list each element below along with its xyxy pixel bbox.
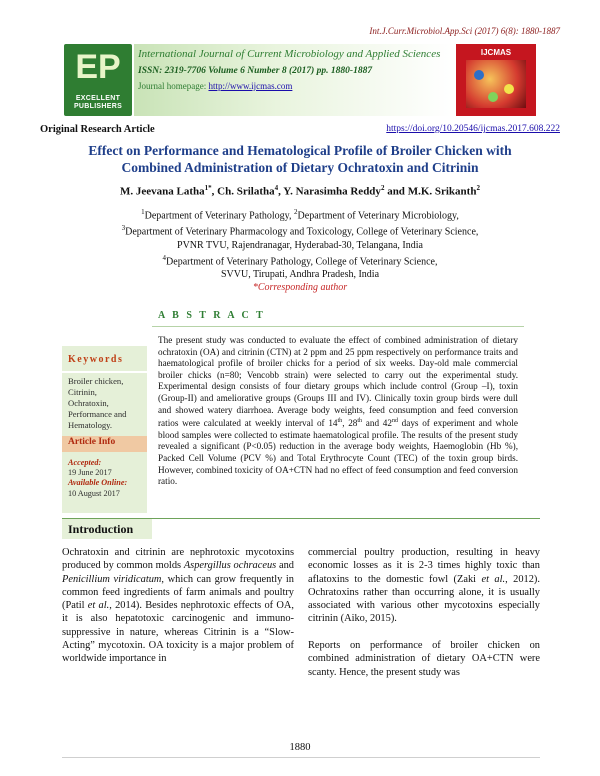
author-name: Y. Narasimha Reddy — [283, 185, 381, 198]
author-sup: 1* — [204, 184, 212, 192]
species-name: Penicillium viridicatum — [62, 573, 162, 585]
aff-text: Department of Veterinary Pharmacology and Toxicology, College of Veterinary Science, — [125, 226, 479, 238]
introduction-heading: Introduction — [68, 522, 134, 536]
journal-homepage — [138, 81, 292, 91]
et-al: et al. — [87, 600, 110, 612]
affiliation-line: PVNR TVU, Rajendranagar, Hyderabad-30, Telangana, India — [177, 239, 423, 251]
keyword-item: Performance and — [68, 409, 127, 419]
abstract-text — [158, 335, 518, 488]
abstract-sup: th — [357, 418, 363, 425]
accepted-date: 19 June 2017 — [68, 468, 112, 478]
abstract-sup: th — [337, 418, 343, 425]
keyword-item: Hematology. — [68, 420, 113, 430]
body-run: , which can grow frequently in common feed ingredients of farm animals and poultry (Patil — [62, 573, 294, 612]
aff-text: Department of Veterinary Pathology, — [144, 210, 295, 222]
affiliation-line: SVVU, Tirupati, Andhra Pradesh, India — [220, 268, 380, 280]
publisher-logo — [64, 44, 132, 116]
article-type: Original Research Article — [40, 124, 155, 135]
running-citation: Int.J.Curr.Microbiol.App.Sci (2017) 6(8): 1880-1887 — [369, 26, 560, 36]
journal-title: International Journal of Current Microbiology and Applied Sciences — [138, 48, 441, 60]
journal-cover — [456, 44, 536, 116]
body-run: and — [276, 560, 294, 572]
abstract-sup: nd — [391, 418, 398, 425]
abstract-divider — [152, 326, 524, 327]
aff-text: Department of Veterinary Pathology, College of Veterinary Science, — [166, 255, 438, 267]
body-paragraph — [62, 546, 294, 666]
author-sup: 4 — [274, 184, 279, 192]
body-paragraph — [308, 546, 540, 626]
author-name: M.K. Srikanth — [407, 185, 477, 198]
footer-rule — [62, 757, 540, 758]
et-al: et al. — [481, 573, 506, 585]
aff-sup: 4 — [162, 253, 167, 262]
author-list: M. Jeevana Latha$^{1*}$, Ch. Srilatha$^4$, Y. Narasimha Reddy$^2$ and M.K. Srikanth$^2$ — [120, 184, 480, 198]
abstract-run: The present study was conducted to evaluate the effect of combined administration of dietary ochratoxin (OA) and citrinin (CTN) at 2 ppm and 25 ppm respectively on performance traits and haematological profile of broiler chicks for a period of six weeks. Day-old male commercial broiler chicks (n=80; Vencobb strain) were selected to carry out the experimental study. Experimental design consists of four dietary groups which include control (Group –I), toxin (Group-II) and ameliorative groups (Groups III and IV). Clinically toxin group birds were dull and showed watery diarrhoea. Average body weights, feed consumption and feed conversion ratios were calculated at weekly interval of 14 — [158, 335, 518, 429]
abstract-run: and 42 — [362, 418, 392, 429]
cover-dot — [488, 92, 498, 102]
cover-title: IJCMAS — [480, 48, 512, 57]
page-number: 1880 — [289, 742, 311, 753]
accepted-label: Accepted: — [68, 458, 102, 467]
affiliations — [40, 206, 560, 294]
issn-volume: ISSN: 2319-7706 Volume 6 Number 8 (2017) pp. 1880-1887 — [138, 66, 373, 76]
abstract-run: , 28 — [342, 418, 358, 429]
keyword-item: Ochratoxin, — [68, 398, 109, 408]
body-column-right — [308, 546, 540, 692]
title-line: Combined Administration of Dietary Ochratoxin and Citrinin — [121, 160, 479, 175]
aff-sup: 2 — [294, 208, 298, 216]
homepage-label: Journal homepage: — [138, 81, 209, 91]
publisher-name: EXCELLENT PUBLISHERS — [73, 95, 123, 110]
keyword-item: Broiler chicken, — [68, 376, 124, 386]
author-sup: 2 — [380, 184, 385, 192]
body-run: commercial poultry production, resulting in heavy economic losses as it is 2-3 times highly toxic than aflatoxins to the domestic fowl (Zaki — [308, 547, 540, 585]
affiliation-line — [40, 222, 560, 238]
abstract-heading: A B S T R A C T — [158, 310, 266, 321]
title-line: Effect on Performance and Hematological Profile of Broiler Chicken with — [88, 143, 512, 158]
aff-sup: 1 — [141, 208, 145, 216]
body-run: , 2012). Ochratoxins rather than occurring alone, it is usually associated with various other mycotoxins especially citrinin (Aiko, 2015). — [308, 573, 540, 625]
keywords-heading: Keywords — [62, 346, 147, 373]
homepage-link[interactable]: http://www.ijcmas.com — [208, 81, 293, 91]
affiliation-line — [40, 206, 560, 222]
corresponding-author: *Corresponding author — [252, 281, 348, 293]
keyword-item: Citrinin, — [68, 387, 97, 397]
body-paragraph: Reports on performance of broiler chicken on combined administration of dietary OA+CTN were scanty. Hence, the present study was — [308, 640, 540, 678]
author-name: M. Jeevana Latha — [120, 185, 205, 198]
body-run: Ochratoxin and citrinin are nephrotoxic mycotoxins produced by common molds — [62, 547, 294, 572]
body-run: , 2014). Besides nephrotoxic effects of OA, it is also hepatotoxic carcinogenic and immuno-suppressive in nature, whereas Citrinin is a “Slow-Acting” mycotoxin. OA toxicity is a major problem of worldwide importance in — [62, 600, 294, 665]
cover-dot — [504, 84, 514, 94]
online-label: Available Online: — [68, 478, 128, 488]
doi-link[interactable]: https://doi.org/10.20546/ijcmas.2017.608.222 — [386, 124, 560, 134]
abstract-run: days of experiment and whole blood samples were collected to estimate haematological profile. The results of the present study revealed a significant (P<0.05) reduction in the average body weights, Haemoglobin (Hb %), Packed Cell Volume (PCV %) and Total Erythrocyte Count (TEC) of the toxin group birds. However, combined toxicity of OA+CTN had no effect of feed consumption and feed conversion ratio. — [158, 418, 519, 487]
keyword-list — [68, 376, 144, 431]
species-name: Aspergillus ochraceus — [183, 560, 277, 572]
body-column-left — [62, 546, 294, 679]
affiliation-line — [40, 252, 560, 268]
article-info-heading: Article Info — [68, 437, 116, 447]
aff-sup: 3 — [121, 224, 126, 233]
article-title — [40, 142, 560, 176]
online-date: 10 August 2017 — [68, 488, 120, 498]
cover-dot — [474, 70, 484, 80]
article-dates — [68, 458, 144, 499]
journal-banner — [134, 44, 452, 116]
aff-text: Department of Veterinary Microbiology, — [297, 210, 459, 222]
ep-logo-icon: EP — [75, 48, 121, 86]
author-name: Ch. Srilatha — [217, 185, 275, 198]
cover-image — [466, 60, 526, 108]
author-sup: 2 — [476, 184, 480, 192]
